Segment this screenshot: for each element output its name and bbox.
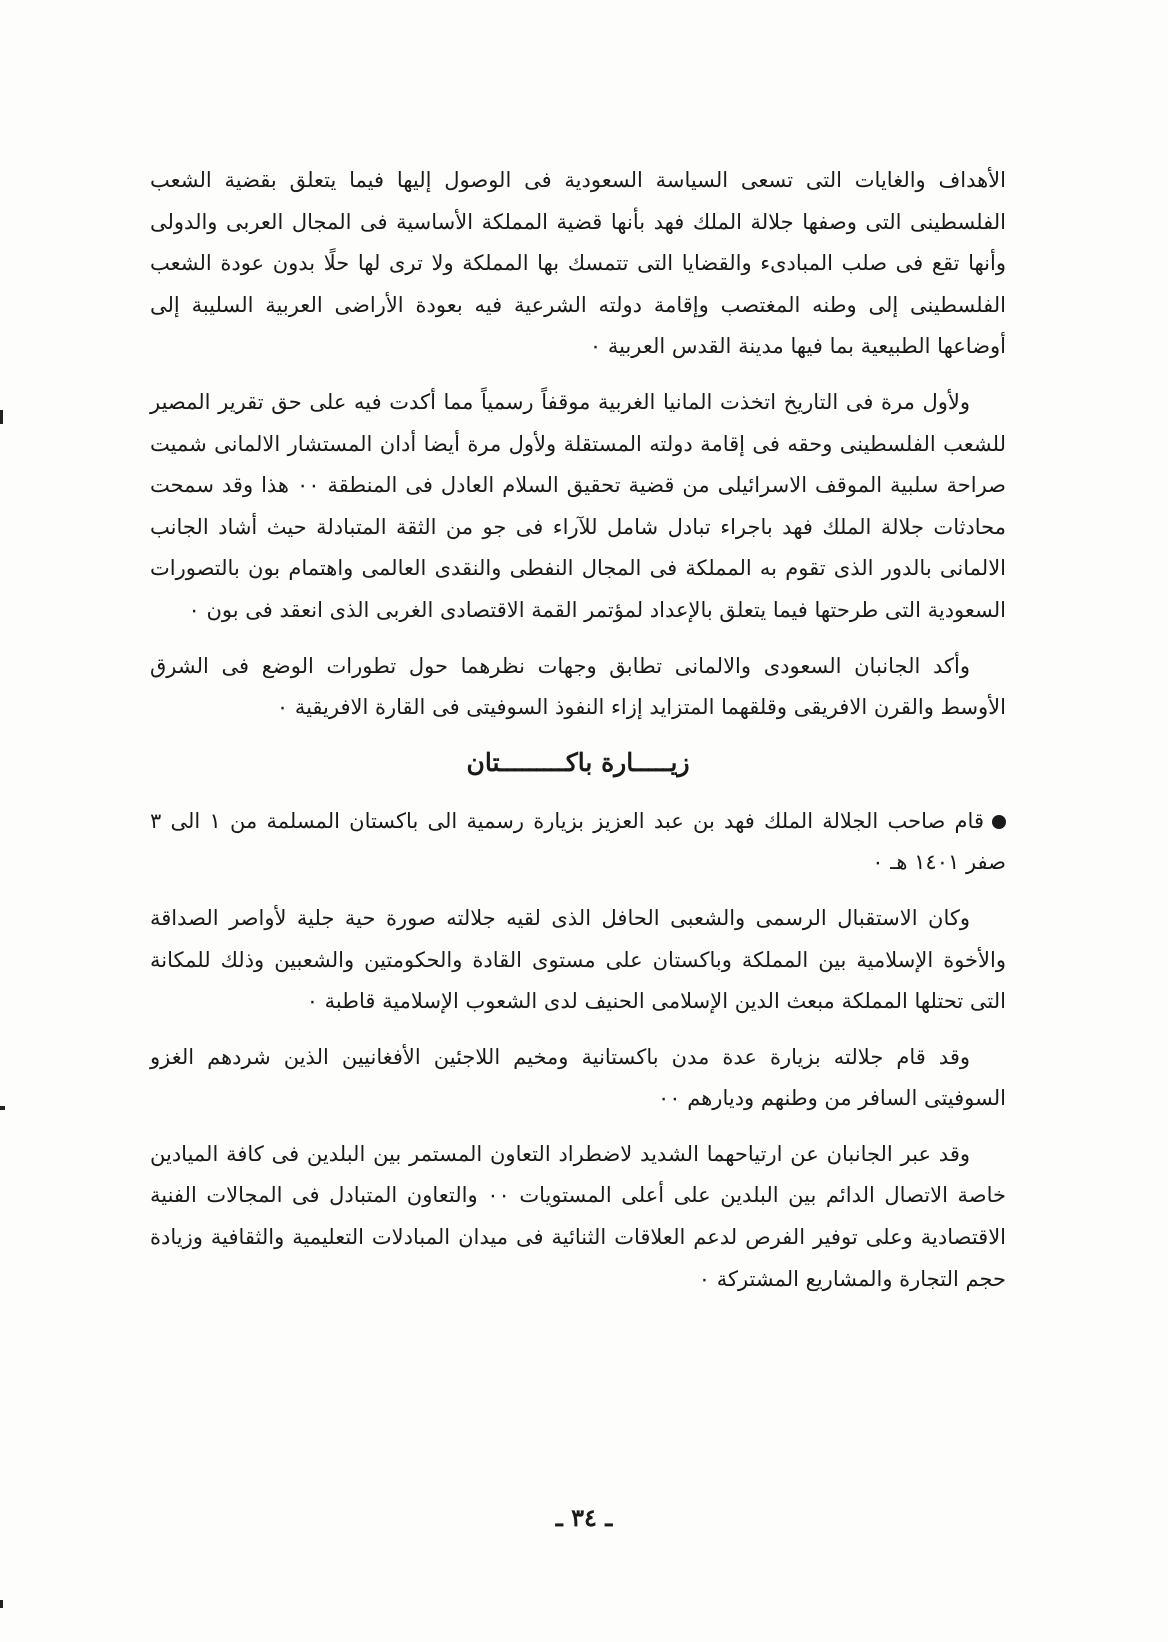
section-title: زيـــــارة باكـــــــــتان [466, 747, 690, 777]
page-body [150, 160, 1006, 1314]
paragraph-goals: الأهداف والغايات التى تسعى السياسة السعودية فى الوصول إليها فيما يتعلق بقضية الشعب الفلسطينى التى وصفها جلالة الملك فهد بأنها قضية المملكة الأساسية فى المجال العربى والدولى وأنها تقع فى صلب المبادىء والقضايا التى تتمسك بها المملكة ولا ترى لها حلًا بدون عودة الشعب الفلسطينى إلى وطنه المغتصب وإقامة دولته الشرعية فيه بعودة الأراضى العربية السليبة إلى أوضاعها الطبيعية بما فيها مدينة القدس العربية ٠ [150, 168, 1006, 359]
paragraph-refugee-camp: وقد قام جلالته بزيارة عدة مدن باكستانية ومخيم اللاجئين الأفغانيين الذين شردهم الغزو السوفيتى السافر من وطنهم وديارهم ٠٠ [150, 1044, 1006, 1111]
paragraph-germany-position: ولأول مرة فى التاريخ اتخذت المانيا الغربية موقفاً رسمياً مما أكدت فيه على حق تقرير المصير للشعب الفلسطينى وحقه فى إقامة دولته المستقلة ولأول مرة أيضا أدان المستشار الالمانى شميت صراحة سلبية الموقف الاسرائيلى من قضية تحقيق السلام العادل فى المنطقة ٠٠ هذا وقد سمحت محادثات جلالة الملك فهد باجراء تبادل شامل للآراء فى جو من الثقة المتبادلة حيث أشاد الجانب الالمانى بالدور الذى تقوم به المملكة فى المجال النفطى والنقدى العالمى واهتمام بون بالتصورات السعودية التى طرحتها فيما يتعلق بالإعداد لمؤتمر القمة الاقتصادى الغربى الذى انعقد فى بون ٠ [150, 389, 1007, 622]
bullet-icon [992, 815, 1006, 829]
paragraph-reception: وكان الاستقبال الرسمى والشعبى الحافل الذى لقيه جلالته صورة حية جلية لأواصر الصداقة والأخوة الإسلامية بين المملكة وباكستان على مستوى القادة والحكومتين والشعبين وذلك للمكانة التى تحتلها المملكة مبعث الدين الإسلامى الحنيف لدى الشعوب الإسلامية قاطبة ٠ [150, 905, 1006, 1014]
paragraph-joint-views: وأكد الجانبان السعودى والالمانى تطابق وجهات نظرهما حول تطورات الوضع فى الشرق الأوسط والقرن الافريقى وقلقهما المتزايد إزاء النفوذ السوفيتى فى القارة الافريقية ٠ [150, 653, 1006, 720]
scan-edge-mark [0, 1106, 5, 1110]
paragraph-visit-pakistan-text: قام صاحب الجلالة الملك فهد بن عبد العزيز بزيارة رسمية الى باكستان المسلمة من ١ الى ٣ صفر ١٤٠١ هـ ٠ [150, 808, 1006, 875]
page-number: ـ ٣٤ ـ [555, 1503, 613, 1532]
paragraph-cooperation: وقد عبر الجانبان عن ارتياحهما الشديد لاضطراد التعاون المستمر بين البلدين فى كافة الميادين خاصة الاتصال الدائم بين البلدين على أعلى المستويات ٠٠ والتعاون المتبادل فى المجالات الفنية الاقتصادية وعلى توفير الفرص لدعم العلاقات الثنائية فى ميدان المبادلات التعليمية والثقافية وزيادة حجم التجارة والمشاريع المشتركة ٠ [150, 1141, 1007, 1291]
scan-edge-mark [0, 1600, 3, 1608]
paragraph-visit-pakistan [150, 801, 1006, 884]
scan-edge-mark [0, 410, 3, 424]
